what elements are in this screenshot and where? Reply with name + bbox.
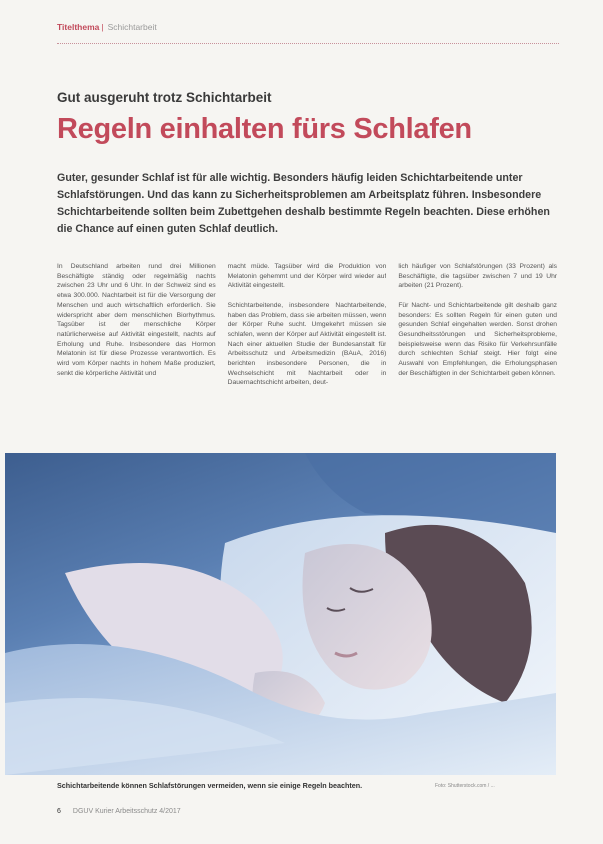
article-lead: Guter, gesunder Schlaf ist für alle wichtig. Besonders häufig leiden Schichtarbeitende unter Schlafstörungen. Und das kann zu Sicherheitsproblemen am Arbeitsplatz führen. Insbesondere Schichtarbeitende sollten beim Zubettgehen deshalb bestimmte Regeln beachten. Diese erhöhen die Chance auf einen guten Schlaf deutlich. xyxy=(57,172,550,235)
body-paragraph: Für Nacht- und Schichtarbeitende gilt deshalb ganz besonders: Es sollten Regeln für einen guten und gesunden Schlaf eingehalten werden. Sonst drohen Gesundheitsstörungen und Sicherheitsprobleme, beispielsweise wenn das Risiko für Verkehrsunfälle durch schlechten Schlaf steigt. Hier folgt eine Auswahl von Empfehlungen, die Erholungsphasen der Beschäftigten in der Schichtarbeit geben können. xyxy=(398,301,558,377)
page-footer xyxy=(57,808,181,815)
body-column-1 xyxy=(57,262,216,438)
body-paragraph: macht müde. Tagsüber wird die Produktion von Melatonin gehemmt und der Körper wird wieder auf Aktivität eingestellt. xyxy=(227,263,387,290)
header-divider xyxy=(57,43,559,44)
magazine-name: DGUV Kurier Arbeitsschutz 4/2017 xyxy=(72,808,181,815)
header-separator: | xyxy=(101,22,104,32)
body-column-2 xyxy=(228,262,387,438)
body-paragraph: In Deutschland arbeiten rund drei Millionen Beschäftigte ständig oder regelmäßig nachts zwischen 23 Uhr und 6 Uhr. In der Schweiz sind es etwa 300.000. Nachtarbeit ist für die Versorgung der Menschen und auch wirtschaftlich erforderlich. Sie widerspricht aber dem menschlichen Biorhythmus. Tagsüber ist der menschliche Körper natürlicherweise auf Aktivität eingestellt, nachts auf Erholung und Ruhe. Insbesondere das Hormon Melatonin ist für diese Prozesse verantwortlich. Es wird vom Körper nachts in hohem Maße produziert, senkt die körperliche Aktivität und xyxy=(57,263,216,377)
running-header xyxy=(57,22,157,32)
photo-caption: Schichtarbeitende können Schlafstörungen vermeiden, wenn sie einige Regeln beachten. xyxy=(57,781,363,790)
body-paragraph: lich häufiger von Schlafstörungen (33 Prozent) als Beschäftigte, die tagsüber zwischen 7 und 19 Uhr arbeiten (21 Prozent). xyxy=(398,263,558,290)
body-columns xyxy=(57,262,557,438)
article-kicker: Gut ausgeruht trotz Schichtarbeit xyxy=(57,90,272,105)
header-section: Schichtarbeit xyxy=(107,22,157,32)
body-paragraph: Schichtarbeitende, insbesondere Nachtarbeitende, haben das Problem, dass sie arbeiten müssen, wenn der Körper Ruhe sucht. Umgekehrt müssen sie schlafen, wenn der Körper auf Aktivität eingestellt ist. Nach einer aktuellen Studie der Bundesanstalt für Arbeitsschutz und Arbeitsmedizin (BAuA, 2016) berichten insbesondere Personen, die in Wechselschicht mit Nachtarbeit oder in Dauernachtschicht arbeiten, deut- xyxy=(227,301,387,387)
page-number: 6 xyxy=(57,808,61,815)
photo-credit: Foto: Shutterstock.com / ... xyxy=(435,783,495,789)
body-column-3 xyxy=(398,262,557,438)
photo-illustration xyxy=(5,453,556,775)
sleeping-woman-photo xyxy=(5,453,556,775)
article-title: Regeln einhalten fürs Schlafen xyxy=(57,113,472,145)
header-topic: Titelthema xyxy=(57,22,100,32)
